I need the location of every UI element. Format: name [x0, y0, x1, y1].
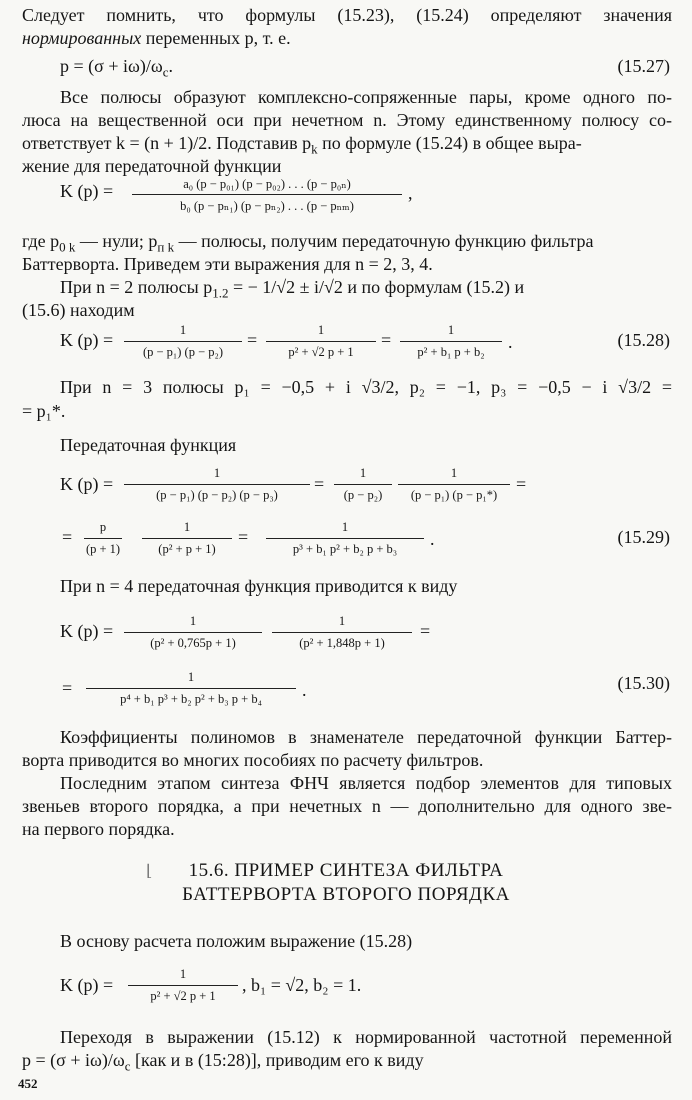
fraction-numerator: 1 — [213, 466, 221, 480]
fraction-numerator: 1 — [447, 323, 455, 337]
text-line: Баттерворта. Приведем эти выражения для n = 2, 3, 4. — [22, 254, 433, 274]
fraction-denominator: b₀ (p − pₙ₁) (p − pₙ₂) . . . (p − pₙₘ) — [180, 199, 354, 213]
text-line: Все полюсы образуют комплексно-сопряженные пары, кроме одного по- — [60, 87, 672, 107]
text-line: Следует помнить, что формулы (15.23), (15.24) определяют значения — [22, 5, 672, 25]
fraction-numerator: 1 — [189, 614, 197, 628]
fraction-bar — [86, 688, 296, 689]
text-line: При n = 4 передаточная функция приводится к виду — [60, 576, 458, 596]
text-line — [22, 1049, 424, 1078]
text-line: = p₁*. — [22, 401, 66, 421]
eq-sign: = — [314, 474, 325, 494]
fraction-denominator: (p² + 0,765p + 1) — [150, 636, 236, 650]
fraction-numerator: 1 — [317, 323, 325, 337]
page-number: 452 — [18, 1076, 38, 1091]
eq-lhs: K (p) = — [60, 330, 114, 350]
text-fragment: ответствует k = (n + 1)/2. Подставив p — [22, 133, 312, 153]
eq-text: p = (σ + iω)/ω — [60, 56, 163, 76]
fraction-denominator: (p² + 1,848p + 1) — [299, 636, 385, 650]
fraction-bar — [272, 632, 412, 633]
equation-number: (15.29) — [617, 527, 670, 547]
fraction-numerator: 1 — [179, 967, 187, 981]
eq-tail: . — [430, 529, 435, 549]
text-fragment: — полюсы, получим передаточную функцию фильтра — [174, 231, 594, 251]
text-fragment: переменных p, т. е. — [141, 28, 291, 48]
text-sub: c — [124, 1058, 131, 1074]
text-sub: k — [311, 141, 318, 157]
equation-number: (15.27) — [617, 56, 670, 76]
text-line: При n = 3 полюсы p₁ = −0,5 + i √3/2, p₂ = −1, p₃ = −0,5 − i √3/2 = — [60, 377, 672, 397]
fraction-numerator: 1 — [187, 670, 195, 684]
eq-tail: . — [302, 680, 307, 700]
eq-sign: = — [62, 527, 73, 547]
text-line: (15.6) находим — [22, 300, 135, 320]
section-mark: ⌊ — [146, 863, 153, 880]
equation-15-27 — [60, 56, 173, 81]
fraction-numerator: 1 — [183, 520, 191, 534]
fraction-bar — [84, 538, 122, 539]
text-fragment: [как и в (15:28)], приводим его к виду — [130, 1050, 424, 1070]
fraction-numerator: 1 — [341, 520, 349, 534]
text-fragment: При n = 2 полюсы p — [60, 277, 213, 297]
text-line: люса на вещественной оси при нечетном n. Этому единственному полюсу со- — [22, 110, 672, 130]
text-sub: 0 k — [59, 239, 76, 255]
eq-tail: , — [408, 183, 413, 203]
text-line: на первого порядка. — [22, 819, 175, 839]
fraction-numerator: p — [99, 520, 107, 534]
fraction-denominator: p² + √2 p + 1 — [150, 989, 216, 1003]
eq-sign: = — [516, 474, 527, 494]
text-line: ворта приводится во многих пособиях по расчету фильтров. — [22, 750, 484, 770]
fraction-bar — [398, 484, 510, 485]
fraction-numerator: a₀ (p − p₀₁) (p − p₀₂) . . . (p − p₀ₙ) — [183, 177, 351, 191]
eq-sign: = — [247, 330, 258, 350]
fraction-denominator: p² + b₁ p + b₂ — [417, 345, 485, 359]
fraction-bar — [124, 632, 262, 633]
fraction-denominator: (p − p₁) (p − p₂) (p − p₃) — [156, 488, 278, 502]
fraction-bar — [128, 985, 238, 986]
eq-tail: . — [508, 332, 513, 352]
emphasis-word: нормированных — [22, 28, 142, 48]
eq-sign: = — [238, 527, 249, 547]
text-fragment: p = (σ + iω)/ω — [22, 1050, 125, 1070]
text-fragment: по формуле (15.24) в общее выра- — [317, 133, 582, 153]
fraction-numerator: 1 — [450, 466, 458, 480]
equation-number: (15.30) — [617, 673, 670, 693]
eq-tail: . — [168, 56, 173, 76]
eq-lhs: K (p) = — [60, 474, 114, 494]
fraction-denominator: p² + √2 p + 1 — [288, 345, 354, 359]
text-line: Переходя в выражении (15.12) к нормированной частотной переменной — [60, 1027, 672, 1047]
text-fragment: = − 1/√2 ± i/√2 и по формулам (15.2) и — [228, 277, 525, 297]
section-title-line1: 15.6. ПРИМЕР СИНТЕЗА ФИЛЬТРА — [188, 860, 504, 881]
fraction-bar — [124, 341, 242, 342]
eq-sign: = — [381, 330, 392, 350]
text-line: Передаточная функция — [60, 435, 237, 455]
fraction-bar — [266, 341, 376, 342]
text-fragment: где p — [22, 231, 60, 251]
eq-sign: = — [62, 678, 73, 698]
text-line: Коэффициенты полиномов в знаменателе передаточной функции Баттер- — [60, 727, 672, 747]
text-sub: п k — [157, 239, 175, 255]
fraction-bar — [400, 341, 502, 342]
eq-sub: c — [162, 64, 169, 80]
fraction-numerator: 1 — [179, 323, 187, 337]
eq-lhs: K (p) = — [60, 621, 114, 641]
fraction-denominator: p⁴ + b₁ p³ + b₂ p² + b₃ p + b₄ — [120, 692, 262, 706]
equation-number: (15.28) — [617, 330, 670, 350]
fraction-denominator: (p + 1) — [85, 542, 121, 556]
text-line: В основу расчета положим выражение (15.28) — [60, 931, 413, 951]
fraction-denominator: (p − p₂) — [343, 488, 383, 502]
fraction-numerator: 1 — [338, 614, 346, 628]
fraction-denominator: (p² + p + 1) — [158, 542, 216, 556]
text-fragment: — нули; p — [75, 231, 158, 251]
eq-lhs: K (p) = — [60, 975, 114, 995]
fraction-bar — [334, 484, 392, 485]
eq-sign: = — [420, 621, 431, 641]
text-sub: 1.2 — [212, 285, 229, 301]
text-line — [22, 27, 291, 50]
fraction-denominator: (p − p₁) (p − p₁*) — [410, 488, 498, 502]
text-line: звеньев второго порядка, а при нечетных n — дополнительно для одного зве- — [22, 796, 672, 816]
eq-lhs: K (p) = — [60, 181, 114, 201]
text-line: жение для передаточной функции — [22, 156, 282, 176]
fraction-denominator: p³ + b₁ p² + b₂ p + b₃ — [292, 542, 398, 556]
fraction-bar — [142, 538, 232, 539]
eq-tail: , b₁ = √2, b₂ = 1. — [242, 975, 362, 995]
fraction-numerator: 1 — [359, 466, 367, 480]
fraction-bar — [124, 484, 310, 485]
section-title-line2: БАТТЕРВОРТА ВТОРОГО ПОРЯДКА — [182, 884, 510, 905]
fraction-bar — [132, 194, 402, 195]
fraction-denominator: (p − p₁) (p − p₂) — [142, 345, 224, 359]
text-line: Последним этапом синтеза ФНЧ является подбор элементов для типовых — [60, 773, 672, 793]
fraction-bar — [266, 538, 424, 539]
